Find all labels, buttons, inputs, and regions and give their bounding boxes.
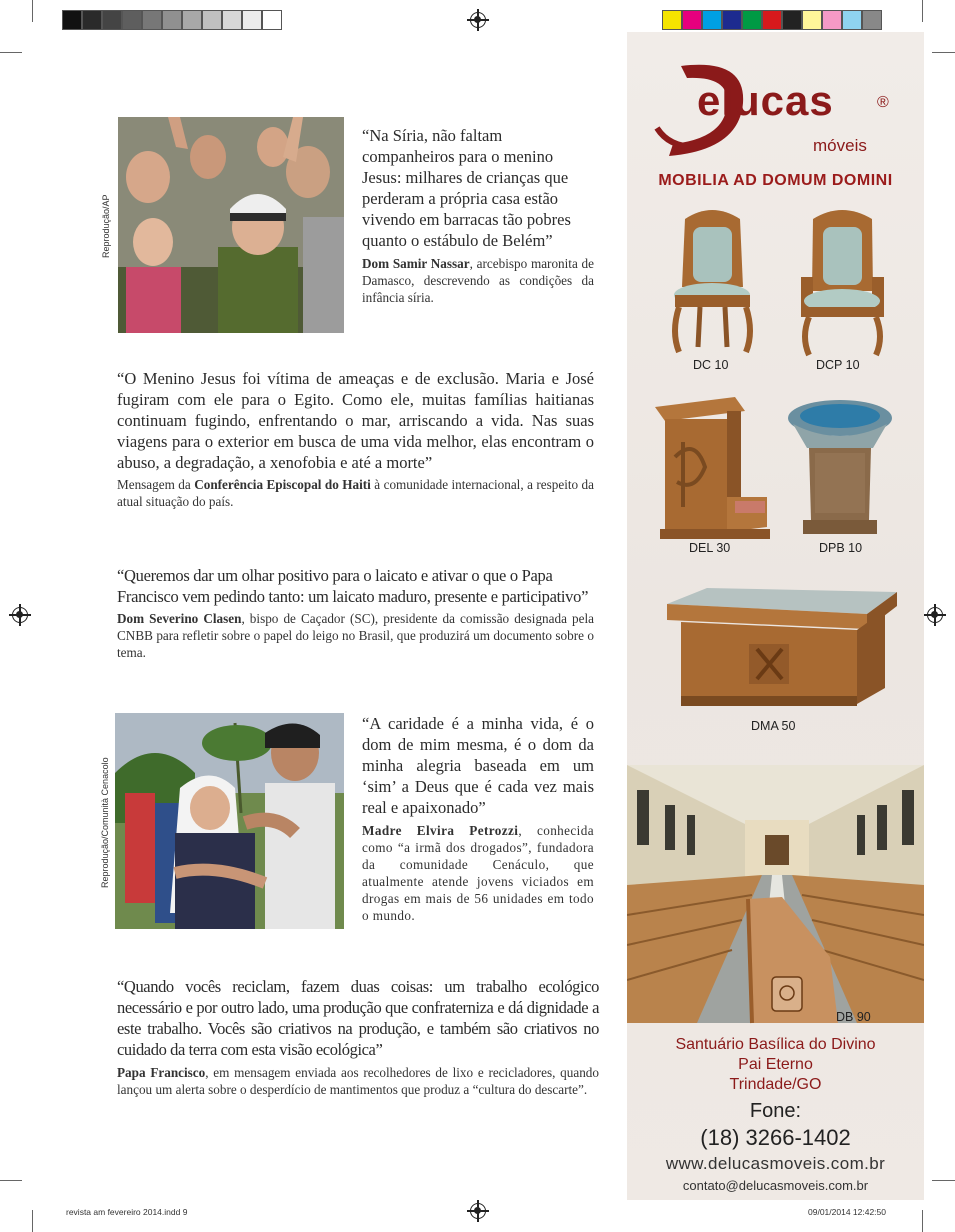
quote-author: Papa Francisco: [117, 1065, 206, 1080]
phone-number: (18) 3266-1402: [700, 1125, 851, 1150]
chair-dcp10-image: [795, 207, 890, 357]
quote-author: Madre Elvira Petrozzi: [362, 823, 519, 838]
website-link[interactable]: www.delucasmoveis.com.br: [665, 1154, 886, 1173]
syria-children-photo: [118, 117, 344, 333]
photo-credit: Reprodução/Comunità Cenacolo: [100, 757, 110, 888]
quote-text-content: “A caridade é a minha vida, é o dom de mim mesma, é o dom da minha alegria baseada em um ‘sim’ a Deus que é cada vez mais real e apaixonado”: [362, 714, 594, 817]
location-line: Pai Eterno: [738, 1056, 813, 1073]
quote-attribution: [362, 822, 594, 924]
location-line: Santuário Basílica do Divino: [675, 1036, 876, 1053]
quote-author: Dom Severino Clasen: [117, 611, 242, 626]
product-label: DC 10: [693, 358, 729, 372]
crop-mark: [932, 52, 955, 53]
crop-mark: [922, 0, 923, 22]
lectern-del30-image: [655, 397, 770, 542]
quote-attribution-text: à comunidade internacional, a respeito da atual situação do país.: [117, 477, 595, 509]
quote-text-content: “Queremos dar um olhar positivo para o laicato e ativar o que o Papa Francisco vem pedindo tanto: um laicato maduro, presente e participativo”: [117, 566, 589, 606]
quote-attribution-text: , em mensagem enviada aos recolhedores de lixo e recicladores, quando lançou um alerta sobre o desperdício de mantimentos que produz a “cultura do descarte”.: [117, 1065, 599, 1097]
crop-mark: [0, 1180, 22, 1181]
delucas-advertisement: [627, 32, 924, 1200]
quote-attribution: [117, 1064, 599, 1098]
registered-mark: ®: [877, 94, 889, 111]
quote-attribution: [362, 255, 594, 306]
quote-text-content: “Quando vocês reciclam, fazem duas coisas: um trabalho ecológico necessário e por outro lado, uma produção que confraterniza e dá dignidade a este trabalho. Vocês são criativos na produção, e também são criativos no cuidado da terra com esta visão ecológica”: [117, 977, 599, 1059]
quote-attribution: [117, 476, 594, 510]
madre-elvira-photo: [115, 713, 344, 929]
brand-name: elucas: [697, 77, 834, 124]
altar-dma50-image: [657, 584, 902, 714]
product-label: DMA 50: [751, 719, 796, 733]
ad-location: [627, 1035, 924, 1095]
pew-db90-image: [742, 897, 842, 1027]
chair-dc10-image: [665, 207, 760, 357]
quote-attribution-text: , conhecida como “a irmã dos drogados”, fundadora da comunidade Cenáculo, que atualmente atende jovens viciados em drogas em mais de 56 unidades em todo o mundo.: [362, 823, 594, 923]
registration-mark-icon: [470, 1203, 486, 1219]
quote-author: Dom Samir Nassar: [362, 256, 470, 271]
quote-attribution: [117, 610, 594, 661]
product-label: DEL 30: [689, 541, 731, 555]
crop-mark: [922, 1210, 923, 1232]
crop-mark: [0, 52, 22, 53]
crop-mark: [932, 1180, 955, 1181]
ad-tagline: MOBILIA AD DOMUM DOMINI: [658, 172, 893, 189]
registration-mark-icon: [470, 12, 486, 28]
footer-timestamp: 09/01/2014 12:42:50: [808, 1207, 886, 1217]
phone-label: Fone:: [749, 1100, 802, 1122]
product-label: DPB 10: [819, 541, 863, 555]
color-swatches: [662, 10, 882, 30]
crop-mark: [32, 0, 33, 22]
footer-filename: revista am fevereiro 2014.indd 9: [66, 1207, 188, 1217]
quote-prefix: Mensagem da: [117, 477, 195, 492]
product-label: DCP 10: [816, 358, 860, 372]
quote-text: [117, 565, 594, 607]
brand-subtitle: móveis: [813, 136, 867, 155]
quote-text: [362, 713, 594, 818]
quote-author: Conferência Episcopal do Haiti: [194, 477, 371, 492]
quote-text: [117, 976, 599, 1060]
registration-mark-icon: [12, 607, 28, 623]
quote-attribution-text: , arcebispo maronita de Damasco, descrevendo as condições da infância síria.: [362, 256, 594, 305]
quote-text-content: “O Menino Jesus foi vítima de ameaças e de exclusão. Maria e José fugiram com ele para o Egito. Como ele, muitas famílias haitianas continuam fugindo, enfrentando o mar, arriscando a vida. Nas suas viagens para o exterior em busca de uma vida melhor, elas encontram o abuso, a degradação, a xenofobia e até a morte”: [117, 369, 594, 472]
quote-text-content: “Na Síria, não faltam companheiros para o menino Jesus: milhares de crianças que perderam a própria casa estão vivendo em barracas tão pobres quanto o estábulo de Belém”: [362, 126, 571, 250]
grayscale-swatches: [62, 10, 282, 30]
email-link[interactable]: contato@delucasmoveis.com.br: [682, 1178, 869, 1193]
quote-attribution-text: , bispo de Caçador (SC), presidente da comissão designada pela CNBB para refletir sobre o papel do leigo no Brasil, que produzirá um documento sobre o tema.: [117, 611, 594, 660]
crop-mark: [32, 1210, 33, 1232]
baptismal-font-dpb10-image: [785, 398, 895, 538]
quote-text: [117, 368, 594, 473]
quote-text: [362, 125, 594, 251]
product-label: DB 90: [836, 1010, 871, 1024]
registration-mark-icon: [927, 607, 943, 623]
location-line: Trindade/GO: [729, 1076, 822, 1093]
photo-credit: Reprodução/AP: [101, 194, 111, 258]
